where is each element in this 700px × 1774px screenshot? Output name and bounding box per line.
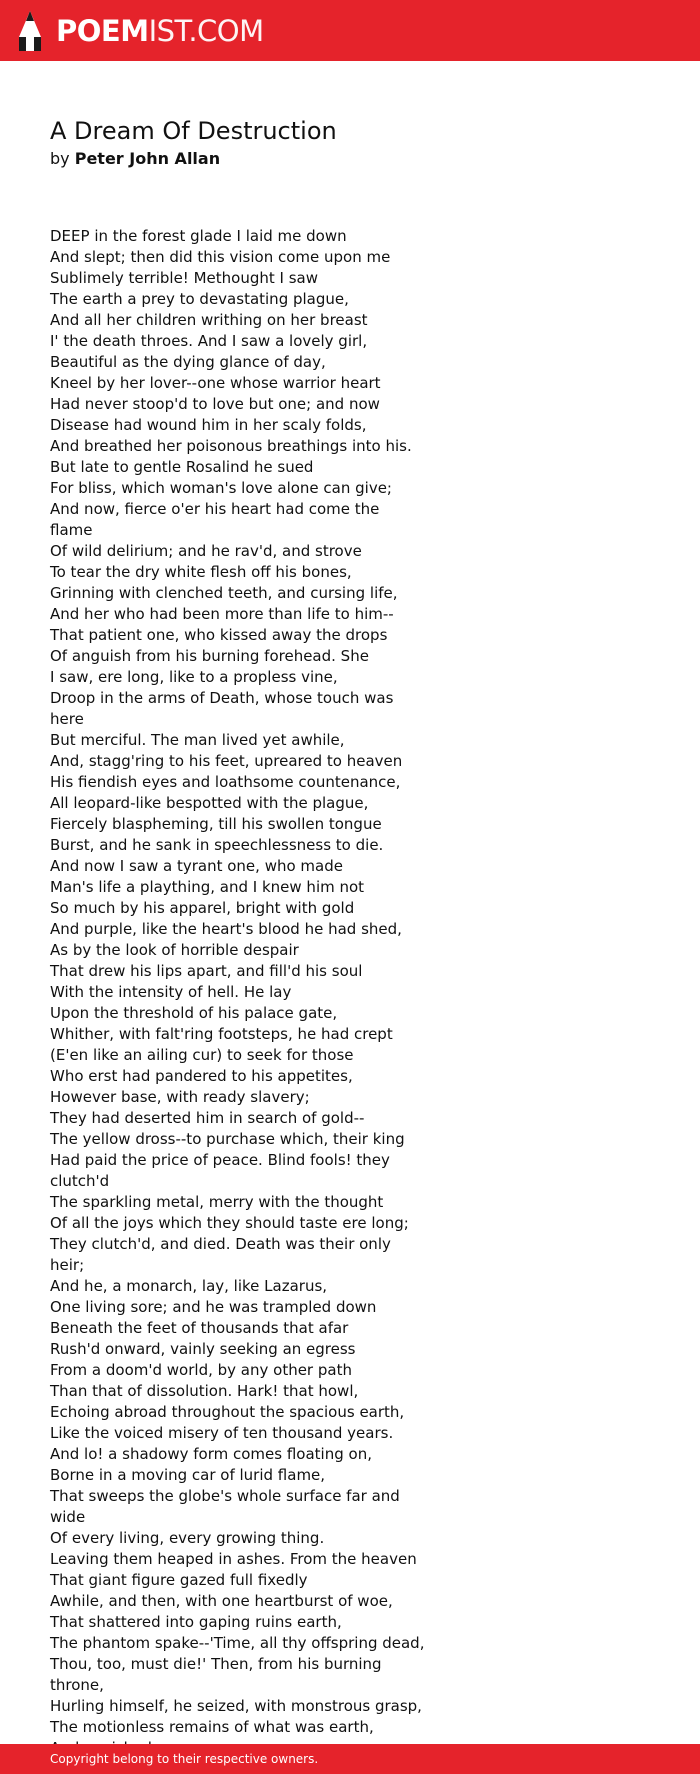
poem-line: Echoing abroad throughout the spacious earth, bbox=[50, 1403, 405, 1421]
copyright-text: Copyright belong to their respective owners. bbox=[50, 1752, 319, 1766]
brand-name-light: IST.COM bbox=[148, 14, 264, 48]
poem-line: And, stagg'ring to his feet, upreared to heaven bbox=[50, 752, 403, 770]
poem-line: Beneath the feet of thousands that afar bbox=[50, 1319, 349, 1337]
poem-line: Awhile, and then, with one heartburst of woe, bbox=[50, 1592, 393, 1610]
poem-line: One living sore; and he was trampled down bbox=[50, 1298, 377, 1316]
poem-line: Whither, with falt'ring footsteps, he had crept bbox=[50, 1025, 393, 1043]
poem-line: Hurling himself, he seized, with monstrous grasp, bbox=[50, 1697, 422, 1715]
poem-title: A Dream Of Destruction bbox=[50, 117, 337, 145]
poem-line: Like the voiced misery of ten thousand years. bbox=[50, 1424, 394, 1442]
poem-line: As by the look of horrible despair bbox=[50, 941, 299, 959]
poem-line: And breathed her poisonous breathings into his. bbox=[50, 437, 412, 455]
poem-line: I saw, ere long, like to a propless vine, bbox=[50, 668, 338, 686]
poem-line: Of every living, every growing thing. bbox=[50, 1529, 325, 1547]
site-logo-link[interactable] bbox=[18, 10, 264, 52]
poem-line: The motionless remains of what was earth, bbox=[50, 1718, 374, 1736]
site-footer bbox=[0, 1744, 700, 1774]
poem-line: Of anguish from his burning forehead. She bbox=[50, 647, 369, 665]
byline bbox=[50, 148, 650, 170]
poem-line: That patient one, who kissed away the drops bbox=[50, 626, 388, 644]
poem-line: The sparkling metal, merry with the thought bbox=[50, 1193, 384, 1211]
poem-line: The yellow dross--to purchase which, their king bbox=[50, 1130, 405, 1148]
poem-line: And slept; then did this vision come upon me bbox=[50, 248, 391, 266]
poem-line: But merciful. The man lived yet awhile, bbox=[50, 731, 345, 749]
poem-line: That shattered into gaping ruins earth, bbox=[50, 1613, 342, 1631]
site-header bbox=[0, 0, 700, 61]
brand-name-bold: POEM bbox=[56, 14, 149, 48]
poem-line: Of all the joys which they should taste ere long; bbox=[50, 1214, 409, 1232]
brand-name bbox=[56, 10, 264, 52]
poem-line: Of wild delirium; and he rav'd, and strove bbox=[50, 542, 362, 560]
poem-line: Disease had wound him in her scaly folds, bbox=[50, 416, 367, 434]
poem-line: Than that of dissolution. Hark! that howl, bbox=[50, 1382, 359, 1400]
poem-line: So much by his apparel, bright with gold bbox=[50, 899, 355, 917]
poem-line: Had paid the price of peace. Blind fools! they clutch'd bbox=[50, 1151, 390, 1190]
poem-line: They clutch'd, and died. Death was their only heir; bbox=[50, 1235, 391, 1274]
poem-line: Thou, too, must die!' Then, from his burning throne, bbox=[50, 1655, 382, 1694]
poem-line: Man's life a plaything, and I knew him not bbox=[50, 878, 365, 896]
poem-line: DEEP in the forest glade I laid me down bbox=[50, 227, 347, 245]
poem-line: With the intensity of hell. He lay bbox=[50, 983, 292, 1001]
poem-line: All leopard-like bespotted with the plague, bbox=[50, 794, 369, 812]
poem-line: And all her children writhing on her breast bbox=[50, 311, 368, 329]
poem-line: Sublimely terrible! Methought I saw bbox=[50, 269, 318, 287]
poem-line: (E'en like an ailing cur) to seek for those bbox=[50, 1046, 354, 1064]
by-label: by bbox=[50, 149, 70, 168]
poem-line: Had never stoop'd to love but one; and now bbox=[50, 395, 380, 413]
poem-line: The earth a prey to devastating plague, bbox=[50, 290, 349, 308]
poem-body bbox=[50, 226, 425, 1759]
pencil-icon bbox=[18, 10, 42, 52]
poem-line: From a doom'd world, by any other path bbox=[50, 1361, 352, 1379]
poem-line: For bliss, which woman's love alone can give; bbox=[50, 479, 392, 497]
poem-line: Leaving them heaped in ashes. From the heaven bbox=[50, 1550, 417, 1568]
poem-line: However base, with ready slavery; bbox=[50, 1088, 310, 1106]
poem-content bbox=[50, 114, 650, 1759]
poem-line: Grinning with clenched teeth, and cursing life, bbox=[50, 584, 398, 602]
poem-line: Droop in the arms of Death, whose touch was here bbox=[50, 689, 394, 728]
poem-line: And now, fierce o'er his heart had come the flame bbox=[50, 500, 380, 539]
poem-line: And purple, like the heart's blood he had shed, bbox=[50, 920, 402, 938]
poem-line: They had deserted him in search of gold-- bbox=[50, 1109, 365, 1127]
poem-line: And now I saw a tyrant one, who made bbox=[50, 857, 343, 875]
poem-line: I' the death throes. And I saw a lovely girl, bbox=[50, 332, 368, 350]
poem-line: That drew his lips apart, and fill'd his soul bbox=[50, 962, 363, 980]
poem-line: Rush'd onward, vainly seeking an egress bbox=[50, 1340, 356, 1358]
poem-line: That giant figure gazed full fixedly bbox=[50, 1571, 308, 1589]
poem-line: To tear the dry white flesh off his bones, bbox=[50, 563, 352, 581]
poem-line: But late to gentle Rosalind he sued bbox=[50, 458, 314, 476]
poem-line: Borne in a moving car of lurid flame, bbox=[50, 1466, 326, 1484]
poem-line: The phantom spake--'Time, all thy offspring dead, bbox=[50, 1634, 425, 1652]
poem-line: Upon the threshold of his palace gate, bbox=[50, 1004, 338, 1022]
poem-line: Who erst had pandered to his appetites, bbox=[50, 1067, 353, 1085]
poem-line: And her who had been more than life to him-- bbox=[50, 605, 394, 623]
poem-line: Kneel by her lover--one whose warrior heart bbox=[50, 374, 381, 392]
poem-line: Fiercely blaspheming, till his swollen tongue bbox=[50, 815, 382, 833]
poem-line: That sweeps the globe's whole surface far and wide bbox=[50, 1487, 400, 1526]
poem-line: And he, a monarch, lay, like Lazarus, bbox=[50, 1277, 328, 1295]
poem-line: His fiendish eyes and loathsome countenance, bbox=[50, 773, 401, 791]
poem-line: Burst, and he sank in speechlessness to die. bbox=[50, 836, 384, 854]
poem-author: Peter John Allan bbox=[74, 149, 221, 168]
poem-line: Beautiful as the dying glance of day, bbox=[50, 353, 326, 371]
poem-line: And lo! a shadowy form comes floating on, bbox=[50, 1445, 372, 1463]
